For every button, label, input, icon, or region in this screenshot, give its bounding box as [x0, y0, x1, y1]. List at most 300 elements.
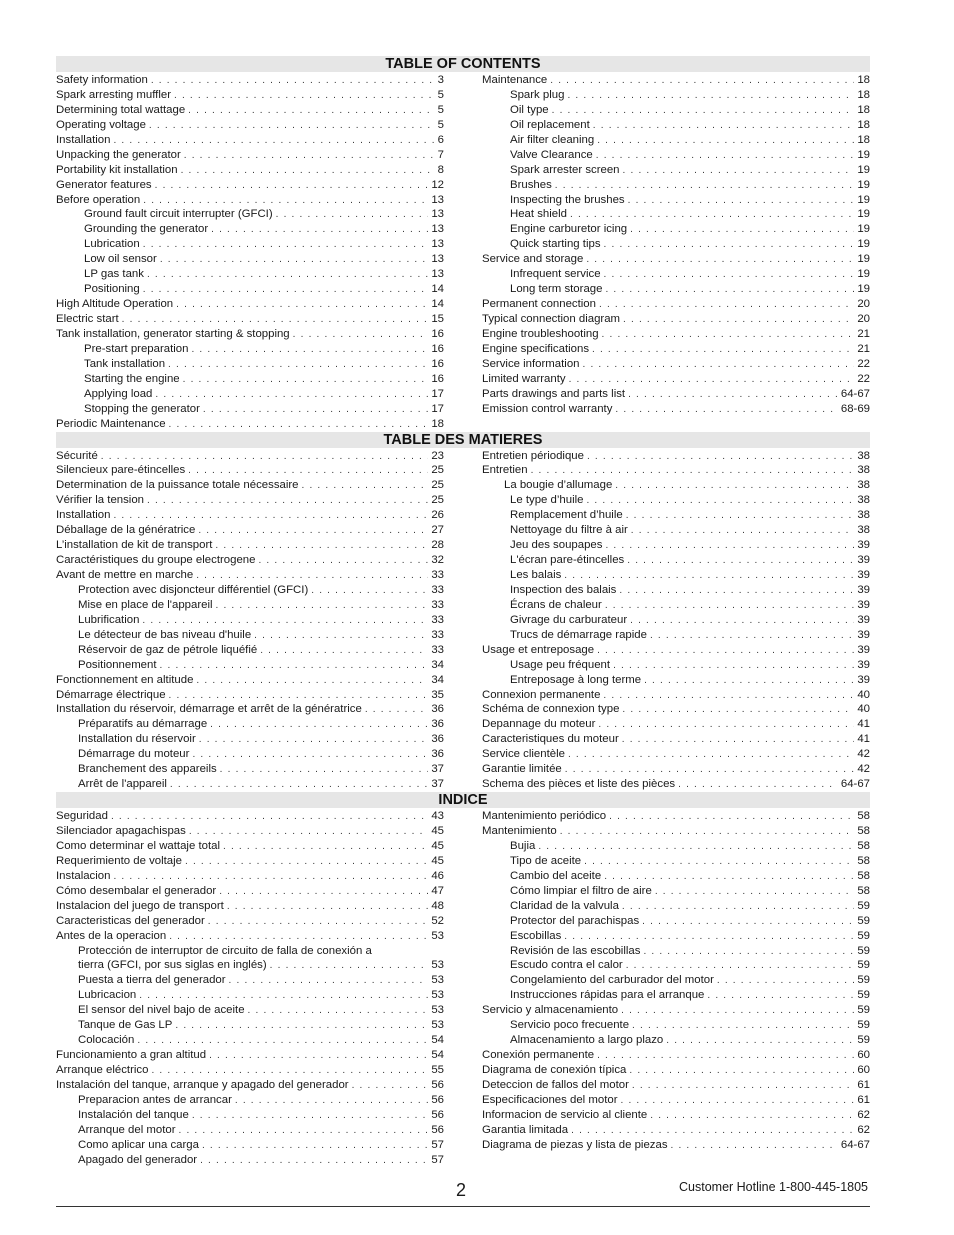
toc-entry-title: Portability kit installation [56, 163, 178, 176]
dot-leader [632, 1019, 854, 1034]
toc-page [56, 56, 870, 1168]
toc-entry-page: 39 [857, 628, 870, 641]
toc-entry-page: 34 [431, 673, 444, 686]
toc-entry-title: Positioning [84, 283, 140, 296]
toc-entry [482, 207, 870, 222]
toc-entry [482, 762, 870, 777]
toc-entry [482, 658, 870, 673]
toc-entry-page: 58 [857, 839, 870, 852]
toc-entry-title: Long term storage [510, 283, 603, 296]
toc-entry-page: 53 [431, 959, 444, 972]
toc-entry [56, 673, 444, 688]
toc-entry-page: 54 [431, 1034, 444, 1047]
dot-leader [198, 524, 428, 539]
toc-entry-page: 58 [857, 810, 870, 823]
toc-entry-page: 5 [437, 118, 444, 131]
toc-entry-title: Heat shield [510, 208, 567, 221]
toc-entry-title: Engine specifications [482, 342, 590, 355]
dot-leader [569, 373, 855, 388]
toc-entry [482, 613, 870, 628]
dot-leader [604, 238, 855, 253]
toc-entry-title: Typical connection diagram [482, 313, 621, 325]
toc-entry-title: Electric start [56, 313, 119, 325]
toc-entry [482, 1003, 870, 1018]
toc-entry [482, 163, 870, 178]
toc-entry-title: Seguridad [56, 810, 108, 823]
toc-entry [56, 824, 444, 839]
toc-entry-title: Servicio y almacenamiento [482, 1004, 619, 1017]
toc-entry-title: Depannage du moteur [482, 718, 596, 731]
dot-leader [185, 855, 428, 870]
toc-entry-page: 33 [431, 643, 444, 656]
toc-entry [482, 327, 870, 342]
toc-entry [482, 478, 870, 493]
toc-entry-title: Escobillas [510, 929, 562, 942]
toc-entry [56, 402, 444, 417]
toc-entry-page: 46 [431, 869, 444, 882]
toc-entry-page: 33 [431, 628, 444, 641]
dot-leader [567, 89, 854, 104]
toc-entry-title: Spark arrester screen [510, 163, 620, 176]
toc-entry [482, 463, 870, 478]
toc-entry-page: 56 [431, 1093, 444, 1106]
dot-leader [655, 885, 855, 900]
toc-entry-page: 57 [431, 1153, 444, 1166]
toc-entry-page: 59 [857, 974, 870, 987]
toc-entry-page: 39 [857, 598, 870, 611]
toc-entry [56, 777, 444, 792]
dot-leader [170, 778, 428, 793]
toc-entry [482, 387, 870, 402]
toc-entry-title: Caracteristiques du moteur [482, 733, 619, 746]
toc-entry [56, 568, 444, 583]
toc-entry-page: 19 [857, 193, 870, 206]
toc-entry [56, 583, 444, 598]
dot-leader [632, 1079, 854, 1094]
dot-leader [175, 1019, 428, 1034]
toc-entry-page: 17 [431, 387, 444, 400]
toc-entry [482, 809, 870, 824]
toc-entry-title: Maintenance [482, 74, 548, 86]
dot-leader [564, 930, 854, 945]
toc-entry-title: Tanque de Gas LP [78, 1019, 173, 1032]
toc-entry [56, 869, 444, 884]
toc-entry [56, 387, 444, 402]
toc-entry-page: 59 [857, 899, 870, 912]
dot-leader [583, 358, 855, 373]
toc-entry-page: 59 [857, 929, 870, 942]
dot-leader [586, 494, 854, 509]
dot-leader [276, 208, 429, 223]
toc-entry [482, 732, 870, 747]
dot-leader [605, 539, 854, 554]
toc-entry-title: Requerimiento de voltaje [56, 854, 183, 867]
dot-leader [191, 343, 428, 358]
toc-entry-title: Como aplicar una carga [78, 1138, 199, 1151]
dot-leader [550, 74, 854, 89]
toc-entry-title: Tipo de aceite [510, 854, 582, 867]
toc-entry-title: Inspecting the brushes [510, 193, 625, 206]
toc-entry [56, 282, 444, 297]
toc-entry-title: Usage et entreposage [482, 643, 595, 656]
toc-column-right [482, 809, 870, 1168]
toc-entry [482, 133, 870, 148]
toc-entry [482, 508, 870, 523]
toc-entry-page: 42 [857, 748, 870, 761]
toc-entry [482, 747, 870, 762]
toc-entry-page: 19 [857, 178, 870, 191]
toc-entry-page: 15 [431, 313, 444, 325]
toc-entry [56, 1093, 444, 1108]
toc-entry-title: Protector del parachispas [510, 914, 640, 927]
toc-column-left [56, 73, 444, 432]
dot-leader [555, 179, 855, 194]
toc-entry-title: Operating voltage [56, 118, 146, 131]
toc-entry-title: Oil replacement [510, 118, 590, 131]
toc-entry-page: 19 [857, 163, 870, 176]
toc-entry-title: Escudo contra el calor [510, 959, 623, 972]
toc-entry [482, 854, 870, 869]
dot-leader [143, 283, 429, 298]
dot-leader [678, 778, 838, 793]
toc-entry [482, 493, 870, 508]
dot-leader [666, 1034, 854, 1049]
toc-entry [56, 463, 444, 478]
toc-entry-title: Cambio del aceite [510, 869, 602, 882]
toc-entry-title: La bougie d’allumage [504, 479, 613, 492]
toc-entry [56, 449, 444, 464]
toc-entry [56, 523, 444, 538]
toc-entry [482, 88, 870, 103]
dot-leader [560, 825, 855, 840]
toc-entry-page: 36 [431, 748, 444, 761]
toc-entry-page: 7 [437, 148, 444, 161]
toc-entry [56, 1078, 444, 1093]
dot-leader [302, 479, 429, 494]
toc-entry-title: Les balais [510, 569, 562, 581]
toc-entry-page: 17 [431, 402, 444, 415]
toc-entry-title: Lubricacion [78, 989, 137, 1002]
toc-section-body-en [56, 72, 870, 432]
toc-entry-title: Préparatifs au démarrage [78, 718, 208, 731]
toc-entry-page: 53 [431, 1019, 444, 1032]
toc-entry-page: 39 [857, 673, 870, 686]
toc-entry-page: 18 [857, 103, 870, 116]
toc-entry-title: Avant de mettre en marche [56, 569, 194, 581]
toc-entry [56, 103, 444, 118]
toc-entry-title: Démarrage du moteur [78, 748, 190, 761]
toc-entry [482, 1108, 870, 1123]
dot-leader [642, 915, 854, 930]
toc-entry-title: El sensor del nivel bajo de aceite [78, 1004, 245, 1017]
toc-entry-page: 26 [431, 509, 444, 522]
dot-leader [168, 358, 428, 373]
dot-leader [151, 74, 435, 89]
dot-leader [155, 388, 428, 403]
dot-leader [605, 599, 855, 614]
toc-entry [482, 312, 870, 327]
toc-entry-page: 32 [431, 554, 444, 567]
toc-section-heading-es: INDICE [56, 792, 870, 808]
toc-entry [56, 372, 444, 387]
dot-leader [149, 119, 435, 134]
toc-entry-title: Lubrification [78, 613, 140, 626]
dot-leader [122, 313, 429, 328]
dot-leader [598, 718, 854, 733]
dot-leader [615, 403, 837, 418]
toc-entry [482, 568, 870, 583]
toc-entry-title: Revisión de las escobillas [510, 944, 641, 957]
dot-leader [593, 119, 855, 134]
toc-entry-title: Silenciador apagachispas [56, 825, 186, 837]
toc-entry [56, 809, 444, 824]
toc-entry-page: 8 [437, 163, 444, 176]
toc-entry-title: Schema des pièces et liste des pièces [482, 778, 676, 791]
dot-leader [227, 900, 429, 915]
toc-entry-page: 36 [431, 703, 444, 716]
toc-entry-title: Apagado del generador [78, 1153, 198, 1166]
toc-entry [56, 357, 444, 372]
toc-entry-page: 13 [431, 223, 444, 236]
dot-leader [248, 1004, 429, 1019]
toc-entry-title: Protección de interruptor de circuito de falla de conexión a [78, 944, 372, 957]
toc-entry [482, 1018, 870, 1033]
toc-entry-title: Brushes [510, 178, 552, 191]
toc-entry-page: 20 [857, 313, 870, 325]
dot-leader [151, 1064, 428, 1079]
toc-entry-page: 38 [857, 509, 870, 522]
toc-entry [56, 613, 444, 628]
toc-entry [56, 297, 444, 312]
toc-entry-page: 61 [857, 1078, 870, 1091]
toc-entry-page: 53 [431, 989, 444, 1002]
dot-leader [630, 614, 854, 629]
toc-entry [56, 493, 444, 508]
toc-entry-page: 55 [431, 1064, 444, 1076]
toc-entry [56, 732, 444, 747]
toc-entry [56, 193, 444, 208]
toc-entry [56, 958, 444, 973]
toc-entry-page: 59 [857, 959, 870, 972]
toc-entry-title: Entretien périodique [482, 449, 584, 462]
toc-entry [482, 869, 870, 884]
toc-entry-title: Le détecteur de bas niveau d'huile [78, 628, 252, 641]
toc-entry-page: 19 [857, 223, 870, 236]
toc-entry-title: Grounding the generator [84, 223, 209, 236]
toc-entry-title: Ground fault circuit interrupter (GFCI) [84, 208, 273, 221]
dot-leader [602, 328, 855, 343]
toc-entry [482, 449, 870, 464]
toc-entry [56, 327, 444, 342]
toc-entry [56, 538, 444, 553]
toc-entry-title: Mantenimiento [482, 825, 557, 837]
toc-entry-title: Écrans de chaleur [510, 598, 602, 611]
toc-entry-title: Tank installation [84, 357, 166, 370]
toc-entry-page: 47 [431, 884, 444, 897]
toc-entry-page: 13 [431, 238, 444, 251]
toc-entry-page: 14 [431, 298, 444, 311]
toc-entry-title: Garantia limitada [482, 1123, 569, 1136]
toc-entry [482, 643, 870, 658]
toc-entry-page: 60 [857, 1064, 870, 1076]
toc-entry [56, 973, 444, 988]
toc-entry [56, 1123, 444, 1138]
toc-entry [482, 777, 870, 792]
toc-entry-page: 37 [431, 778, 444, 791]
toc-entry-title: Limited warranty [482, 372, 566, 385]
toc-entry-page: 38 [857, 479, 870, 492]
toc-entry [56, 854, 444, 869]
dot-leader [365, 703, 429, 718]
toc-entry [482, 929, 870, 944]
page-footer [56, 1176, 870, 1207]
toc-entry-title: Before operation [56, 193, 141, 206]
toc-entry-title: Installation du réservoir, démarrage et arrêt de la génératrice [56, 703, 362, 716]
toc-entry-page: 45 [431, 854, 444, 867]
toc-entry-title: Infrequent service [510, 268, 601, 281]
dot-leader [143, 238, 429, 253]
toc-entry-page: 12 [431, 178, 444, 191]
dot-leader [621, 1094, 855, 1109]
dot-leader [184, 149, 435, 164]
toc-entry-page: 39 [857, 569, 870, 581]
toc-entry-title: Caracteristicas del generador [56, 914, 205, 927]
toc-entry-title: Emission control warranty [482, 402, 613, 415]
toc-entry-page: 53 [431, 974, 444, 987]
toc-entry [482, 839, 870, 854]
dot-leader [599, 298, 854, 313]
toc-entry-page: 59 [857, 1004, 870, 1017]
toc-entry-title: Mantenimiento periódico [482, 810, 607, 823]
dot-leader [552, 104, 855, 119]
toc-entry-title: Instrucciones rápidas para el arranque [510, 989, 705, 1002]
toc-entry [482, 702, 870, 717]
toc-entry-page: 40 [857, 688, 870, 701]
toc-entry-title: Como determinar el wattaje total [56, 839, 220, 852]
toc-entry-title: Lubrication [84, 238, 140, 251]
dot-leader [311, 584, 428, 599]
toc-entry-title: Funcionamiento a gran altitud [56, 1049, 207, 1062]
toc-entry-title: Preparacion antes de arrancar [78, 1093, 232, 1106]
toc-entry [56, 628, 444, 643]
toc-entry-title: Cómo limpiar el filtro de aire [510, 884, 652, 897]
toc-entry [56, 1063, 444, 1078]
toc-entry-page: 25 [431, 494, 444, 507]
dot-leader [643, 945, 854, 960]
toc-entry [482, 237, 870, 252]
toc-entry-title: Engine carburetor icing [510, 223, 628, 236]
toc-entry-page: 18 [431, 417, 444, 430]
toc-entry-page: 33 [431, 583, 444, 596]
dot-leader [605, 283, 854, 298]
toc-entry [56, 148, 444, 163]
toc-entry [56, 1018, 444, 1033]
dot-leader [571, 1124, 854, 1139]
toc-entry [56, 1138, 444, 1153]
toc-entry-page: 19 [857, 253, 870, 266]
dot-leader [622, 703, 854, 718]
toc-entry-title: Inspection des balais [510, 583, 617, 596]
toc-entry-page: 56 [431, 1078, 444, 1091]
toc-entry-title: Starting the engine [84, 372, 180, 385]
toc-entry-title: L'écran pare-étincelles [510, 554, 625, 567]
toc-entry-title: Determination de la puissance totale nécessaire [56, 479, 299, 492]
toc-entry [482, 1123, 870, 1138]
toc-entry [482, 583, 870, 598]
dot-leader [199, 733, 429, 748]
toc-entry [482, 673, 870, 688]
toc-entry-page: 5 [437, 103, 444, 116]
dot-leader [604, 870, 854, 885]
dot-leader [229, 974, 429, 989]
toc-entry [56, 1033, 444, 1048]
toc-entry-page: 14 [431, 283, 444, 296]
toc-entry-page: 45 [431, 825, 444, 837]
dot-leader [176, 298, 428, 313]
toc-entry-title: Oil type [510, 103, 549, 116]
dot-leader [628, 194, 855, 209]
toc-entry [56, 237, 444, 252]
toc-entry-page: 16 [431, 372, 444, 385]
toc-entry [56, 598, 444, 613]
toc-entry-title: Trucs de démarrage rapide [510, 628, 647, 641]
dot-leader [189, 825, 429, 840]
toc-entry-title: Parts drawings and parts list [482, 387, 626, 400]
toc-entry-page: 60 [857, 1049, 870, 1062]
dot-leader [147, 268, 428, 283]
dot-leader [584, 855, 854, 870]
toc-entry-page: 59 [857, 1034, 870, 1047]
toc-entry-page: 19 [857, 268, 870, 281]
toc-entry [482, 342, 870, 357]
toc-entry [56, 643, 444, 658]
toc-entry-page: 18 [857, 133, 870, 146]
toc-entry-page: 54 [431, 1049, 444, 1062]
toc-entry-title: Pre-start preparation [84, 342, 189, 355]
toc-entry-page: 13 [431, 193, 444, 206]
toc-entry [56, 899, 444, 914]
toc-entry [56, 342, 444, 357]
toc-entry-page: 57 [431, 1138, 444, 1151]
toc-entry-page: 68-69 [840, 402, 870, 415]
dot-leader [181, 164, 435, 179]
toc-entry-page: 38 [857, 494, 870, 507]
toc-entry [482, 193, 870, 208]
toc-entry-title: Generator features [56, 178, 152, 191]
toc-entry-title: Claridad de la valvula [510, 899, 619, 912]
toc-entry-page: 62 [857, 1108, 870, 1121]
toc-entry [56, 1003, 444, 1018]
toc-entry-title: Conexión permanente [482, 1049, 595, 1062]
toc-entry [482, 357, 870, 372]
dot-leader [564, 569, 854, 584]
dot-leader [644, 674, 854, 689]
toc-entry-page: 64-67 [840, 1138, 870, 1151]
toc-entry [482, 1063, 870, 1078]
dot-leader [626, 509, 855, 524]
toc-entry [56, 133, 444, 148]
toc-entry-page: 39 [857, 658, 870, 671]
dot-leader [630, 223, 854, 238]
toc-entry-title: Permanent connection [482, 298, 596, 311]
toc-entry-title: Servicio poco frecuente [510, 1019, 630, 1032]
toc-entry [482, 988, 870, 1003]
dot-leader [568, 748, 854, 763]
toc-entry-page: 19 [857, 283, 870, 296]
dot-leader [183, 373, 429, 388]
dot-leader [211, 223, 428, 238]
toc-entry-title: Le type d’huile [510, 494, 584, 507]
